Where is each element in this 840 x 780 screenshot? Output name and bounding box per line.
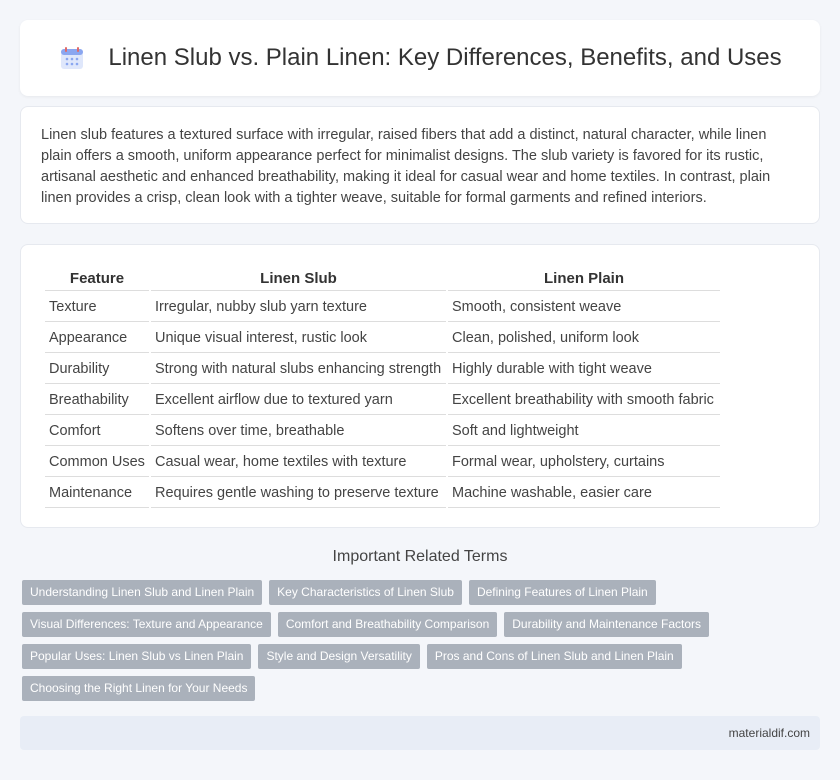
tag-row <box>22 580 822 605</box>
feature-cell: Texture <box>45 293 149 322</box>
feature-cell: Breathability <box>45 386 149 415</box>
feature-cell: Comfort <box>45 417 149 446</box>
plain-cell: Excellent breathability with smooth fabric <box>448 386 720 415</box>
table-header-row <box>45 267 720 291</box>
comparison-table <box>43 265 722 510</box>
feature-cell: Durability <box>45 355 149 384</box>
plain-cell: Soft and lightweight <box>448 417 720 446</box>
slub-cell: Strong with natural slubs enhancing strength <box>151 355 446 384</box>
tag-row <box>22 612 822 637</box>
related-term-tag[interactable]: Visual Differences: Texture and Appearance <box>22 612 271 637</box>
related-term-tag[interactable]: Comfort and Breathability Comparison <box>278 612 497 637</box>
slub-cell: Softens over time, breathable <box>151 417 446 446</box>
tag-row <box>22 644 822 669</box>
feature-cell: Common Uses <box>45 448 149 477</box>
related-term-tag[interactable]: Choosing the Right Linen for Your Needs <box>22 676 255 701</box>
related-term-tag[interactable]: Key Characteristics of Linen Slub <box>269 580 462 605</box>
plain-cell: Clean, polished, uniform look <box>448 324 720 353</box>
plain-cell: Smooth, consistent weave <box>448 293 720 322</box>
slub-cell: Requires gentle washing to preserve texture <box>151 479 446 508</box>
related-term-tag[interactable]: Pros and Cons of Linen Slub and Linen Plain <box>427 644 682 669</box>
slub-cell: Excellent airflow due to textured yarn <box>151 386 446 415</box>
page-header <box>20 20 820 96</box>
comparison-table-card <box>20 244 820 528</box>
plain-cell: Formal wear, upholstery, curtains <box>448 448 720 477</box>
related-term-tag[interactable]: Defining Features of Linen Plain <box>469 580 656 605</box>
header-linen-slub: Linen Slub <box>151 267 446 291</box>
page-title: Linen Slub vs. Plain Linen: Key Differences, Benefits, and Uses <box>108 44 782 71</box>
table-row <box>45 355 720 384</box>
header-feature: Feature <box>45 267 149 291</box>
table-row <box>45 479 720 508</box>
plain-cell: Machine washable, easier care <box>448 479 720 508</box>
table-row <box>45 417 720 446</box>
calendar-icon <box>58 44 86 72</box>
summary-paragraph: Linen slub features a textured surface with irregular, raised fibers that add a distinct, natural character, while linen plain offers a smooth, uniform appearance perfect for minimalist designs. The slub variety is favored for its rustic, artisanal aesthetic and enhanced breathability, making it ideal for casual wear and home textiles. In contrast, plain linen provides a crisp, clean look with a tighter weave, suitable for formal garments and refined interiors. <box>20 106 820 224</box>
related-terms-list <box>22 580 822 708</box>
table-row <box>45 293 720 322</box>
slub-cell: Casual wear, home textiles with texture <box>151 448 446 477</box>
related-term-tag[interactable]: Popular Uses: Linen Slub vs Linen Plain <box>22 644 251 669</box>
related-term-tag[interactable]: Style and Design Versatility <box>258 644 419 669</box>
related-term-tag[interactable]: Understanding Linen Slub and Linen Plain <box>22 580 262 605</box>
slub-cell: Irregular, nubby slub yarn texture <box>151 293 446 322</box>
table-row <box>45 324 720 353</box>
related-term-tag[interactable]: Durability and Maintenance Factors <box>504 612 709 637</box>
slub-cell: Unique visual interest, rustic look <box>151 324 446 353</box>
table-row <box>45 448 720 477</box>
tag-row <box>22 676 822 701</box>
footer-site-link[interactable]: materialdif.com <box>728 726 810 740</box>
related-terms-title: Important Related Terms <box>332 548 508 565</box>
plain-cell: Highly durable with tight weave <box>448 355 720 384</box>
feature-cell: Appearance <box>45 324 149 353</box>
header-linen-plain: Linen Plain <box>448 267 720 291</box>
footer <box>20 716 820 750</box>
feature-cell: Maintenance <box>45 479 149 508</box>
table-row <box>45 386 720 415</box>
